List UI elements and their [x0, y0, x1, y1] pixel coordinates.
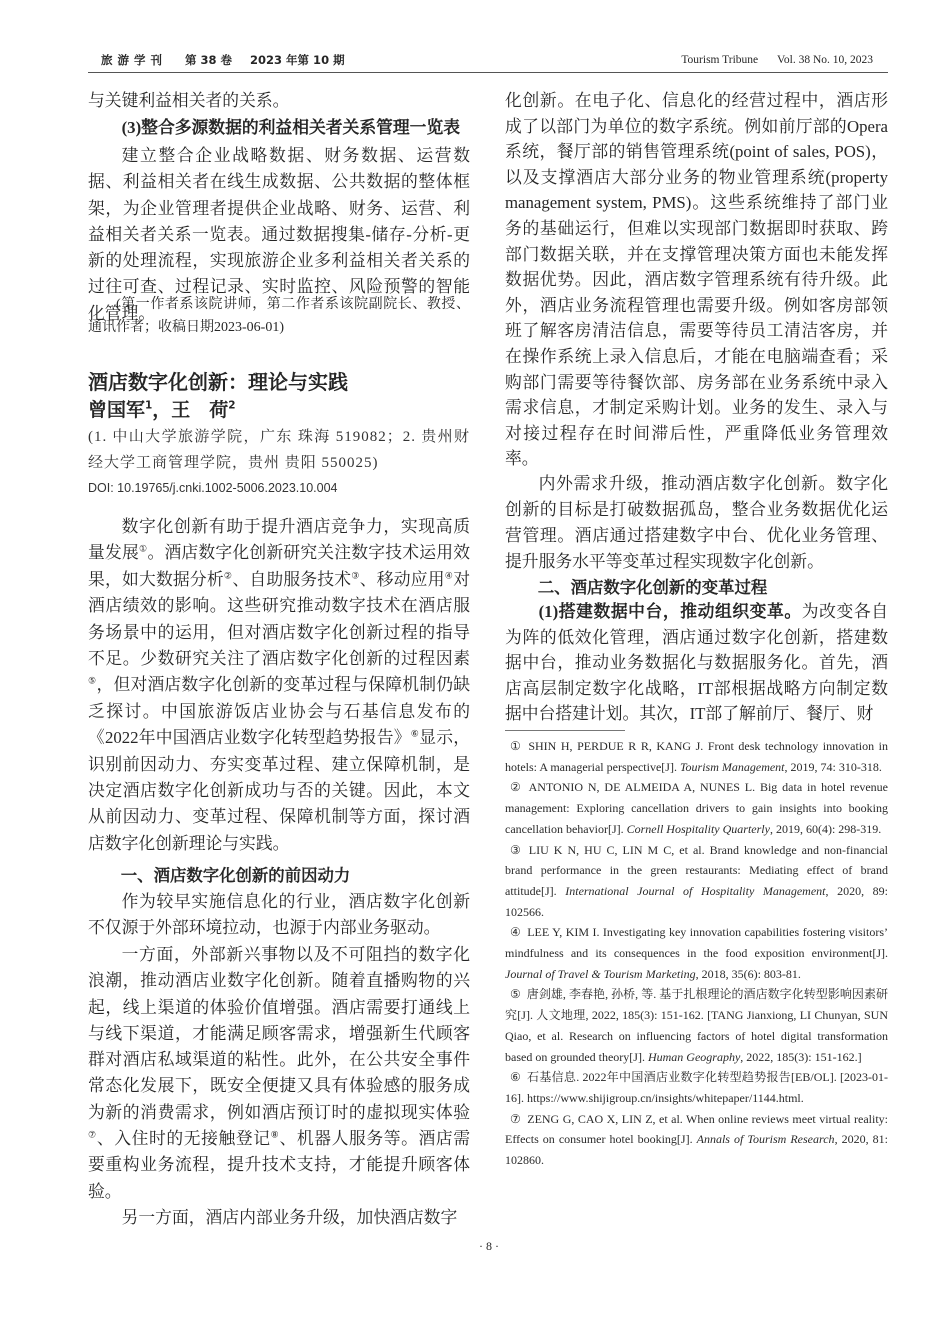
section2-paragraph-1 — [505, 599, 888, 727]
text-run: , 2020, 89: 102566. — [505, 883, 888, 919]
issue-en: Vol. 38 No. 10, 2023 — [777, 54, 873, 66]
footnote — [505, 984, 888, 1067]
section1-paragraph-2 — [88, 942, 470, 1205]
footnote-number: ② — [510, 780, 523, 795]
section-heading-1: 一、酒店数字化创新的前因动力 — [120, 866, 351, 885]
footnote-text — [505, 987, 888, 1063]
superscript-marker: ⑧ — [270, 1129, 280, 1140]
text-run: , 2019, 60(4): 298-319. — [769, 821, 882, 836]
header-divider — [88, 72, 888, 73]
superscript-marker: ⑦ — [88, 1129, 97, 1140]
previous-article-tail: 与关键利益相关者的关系。 — [88, 91, 290, 110]
intro-paragraph — [88, 514, 470, 857]
footnote — [505, 1067, 888, 1108]
footnote-number: ① — [510, 739, 523, 753]
superscript-marker: ③ — [351, 570, 360, 581]
text-run: , 2018, 35(6): 803-81. — [695, 966, 801, 981]
text-run: ，王 荷 — [152, 399, 229, 421]
volume-cn: 第 38 卷 — [185, 53, 233, 67]
footnote — [505, 1109, 888, 1171]
text-run: 、自助服务技术 — [232, 569, 352, 589]
footnote-divider — [505, 730, 625, 731]
text-run: 、入住时的无接触登记 — [96, 1129, 271, 1149]
superscript-marker: ① — [138, 543, 148, 554]
previous-article-author-note: (第一作者系该院讲师，第二作者系该院副院长、教授、通讯作者；收稿日期2023-06-01) — [88, 297, 470, 335]
superscript-marker: 1 — [145, 399, 153, 412]
text-run: ZENG G, CAO X, LIN Z, et al. When online reviews meet virtual reality: Effects on consumer hotel booking[J]. — [505, 1111, 888, 1147]
section1-paragraph-4: 内外需求升级，推动酒店数字化创新。数字化创新的目标是打破数据孤岛，整合业务数据优化运营管理。酒店通过搭建数字中台、优化业务管理、提升服务水平等变革过程实现数字化创新。 — [505, 474, 888, 571]
text-run: LEE Y, KIM I. Investigating key innovation capabilities fostering visitors’ mindfulness and its consequences in the food exposition environment[J]. — [505, 925, 888, 961]
footnote-number: ④ — [510, 925, 522, 940]
doi: DOI: 10.19765/j.cnki.1002-5006.2023.10.004 — [88, 481, 338, 495]
superscript-marker: 2 — [228, 399, 236, 412]
running-header-cn — [101, 52, 345, 68]
previous-article-paragraph: 建立整合企业战略数据、财务数据、运营数据、利益相关者在线生成数据、公共数据的整体框架，为企业管理者提供企业战略、财务、运营、利益相关者关系一览表。通过数据搜集-储存-分析-更新的处理流程，实现旅游企业多利益相关者关系的过往可查、过程记录、实时监控、风险预警的智能化管理。 — [88, 146, 470, 323]
footnote-text — [505, 843, 888, 919]
footnotes — [505, 736, 888, 1171]
journal-name-cn: 旅游学刊 — [101, 53, 167, 67]
text-run: 为改变各自为阵的低效化管理，酒店通过数字化创新，搭建数据中台，推动业务数据化与数据服务化。首先，酒店高层制定数字化战略，IT部根据战略方向制定数据中台搭建计划。其次，IT部了解前厅、餐厅、财 — [505, 602, 888, 724]
text-run: , 2020, 81: 102860. — [505, 1132, 888, 1168]
text-run: ，但对酒店数字化创新的变革过程与保障机制仍缺乏探讨。中国旅游饭店业协会与石基信息发布的《2022年中国酒店业数字化转型趋势报告》 — [88, 675, 470, 748]
section1-paragraph-1: 作为较早实施信息化的行业，酒店数字化创新不仅源于外部环境拉动，也源于内部业务驱动。 — [88, 892, 470, 937]
text-run: 、机器人服务等。酒店需要重构业务流程，提升技术支持，才能提升顾客体验。 — [88, 1129, 470, 1201]
issue-cn: 2023 年第 10 期 — [250, 53, 345, 67]
text-run: 石基信息. 2022年中国酒店业数字化转型趋势报告[EB/OL]. [2023-01-16]. https://www.shijigroup.cn/insights/whitepaper/1144.html. — [505, 1070, 888, 1105]
superscript-marker: ⑤ — [88, 675, 97, 686]
superscript-marker: ⑥ — [410, 728, 420, 739]
italic-title: Cornell Hospitality Quarterly — [626, 821, 770, 836]
article-authors — [88, 398, 470, 422]
italic-title: Tourism Management — [679, 759, 785, 774]
text-run: ANTONIO N, DE ALMEIDA A, NUNES L. Big data in hotel revenue management: Exploring cancellation drivers to gain insights into booking cancellation behavior[J]. — [505, 780, 888, 836]
text-run: 曾国军 — [88, 399, 146, 421]
italic-title: Annals of Tourism Research — [696, 1132, 835, 1147]
footnote-text — [505, 925, 888, 980]
text-run: 一方面，外部新兴事物以及不可阻挡的数字化浪潮，推动酒店业数字化创新。随着直播购物的兴起，线上渠道的体验价值增强。酒店需要打通线上与线下渠道，才能满足顾客需求，增强新生代顾客群对酒店私域渠道的粘性。此外，在公共安全事件常态化发展下，既安全便捷又具有体验感的服务成为新的消费需求，例如酒店预订时的虚拟现实体验 — [88, 945, 470, 1122]
footnote-text — [505, 739, 888, 774]
section1-paragraph-3-continued: 化创新。在电子化、信息化的经营过程中，酒店形成了以部门为单位的数字系统。例如前厅部的Opera系统，餐厅部的销售管理系统(point of sales, POS)，以及支撑酒店大部分业务的物业管理系统(property management system, PMS)。这些系统维持了部门业务的基础运行，但难以实现部门数据即时获取、跨部门数据关联，并在支撑管理决策方面也未能发挥数据优势。因此，酒店数字管理系统有待升级。此外，酒店业务流程管理也需要升级。例如客房部领班了解客房清洁信息，需要等待员工清洁客房，并在操作系统上录入信息后，才能在电脑端查看；采购部门需要等待餐饮部、房务部在业务系统中录入需求信息，才制定采购计划。业务的发生、录入与对接过程存在时间滞后性，严重降低业务管理效率。 — [505, 91, 888, 469]
superscript-marker: ② — [223, 570, 233, 581]
text-run: 显示，识别前因动力、夯实变革过程、建立保障机制，是决定酒店数字化创新成功与否的关键。因此，本文从前因动力、变革过程、保障机制等方面，探讨酒店数字化创新理论与实践。 — [88, 728, 470, 853]
page-number: · 8 · — [479, 1239, 499, 1253]
italic-title: Human Geography — [647, 1049, 741, 1064]
text-run: 。酒店数字化创新研究关注数字技术运用效果，如大数据分析 — [88, 543, 470, 589]
superscript-marker: ④ — [444, 570, 454, 581]
author-affiliation: (1. 中山大学旅游学院，广东 珠海 519082；2. 贵州财经大学工商管理学院，贵州 贵阳 550025) — [88, 429, 470, 471]
italic-title: International Journal of Hospitality Management — [565, 883, 826, 898]
footnote-number: ⑦ — [510, 1111, 522, 1126]
footnote-number: ③ — [510, 842, 523, 857]
running-header-en — [681, 52, 873, 68]
section-heading-2: 二、酒店数字化创新的变革过程 — [537, 578, 768, 597]
bold-lead: (1)搭建数据中台，推动组织变革。 — [538, 602, 802, 621]
footnote-text — [505, 780, 888, 835]
text-run: 唐剑雄, 李春艳, 孙桥, 等. 基于扎根理论的酒店数字化转型影响因素研究[J]. 人文地理, 2022, 185(3): 151-162. [TANG Jianxiong, LI Chunyan, SUN Qiao, et al. Research on influencing factors of hotel digital transformation based on grounded theory[J]. — [505, 987, 888, 1064]
text-run: , 2019, 74: 310-318. — [784, 759, 882, 774]
previous-article-subheading: (3)整合多源数据的利益相关者关系管理一览表 — [121, 118, 461, 137]
text-run: 、移动应用 — [359, 569, 445, 589]
text-run: LIU K N, HU C, LIN M C, et al. Brand knowledge and non-financial brand performance in the green restaurants: Mediating effect of brand attitude[J]. — [505, 842, 888, 898]
footnote — [505, 840, 888, 923]
text-run: , 2022, 185(3): 151-162.] — [740, 1049, 862, 1064]
italic-title: Journal of Travel & Tourism Marketing — [505, 966, 696, 981]
journal-name-en: Tourism Tribune — [681, 54, 759, 66]
footnote-text — [505, 1070, 888, 1105]
text-run: 对酒店绩效的影响。这些研究推动数字技术在酒店服务场景中的运用，但对酒店数字化创新过程的指导不足。少数研究关注了酒店数字化创新的过程因素 — [88, 569, 470, 669]
footnote — [505, 777, 888, 839]
footnote-number: ⑥ — [510, 1070, 522, 1085]
article-title: 酒店数字化创新：理论与实践 — [88, 370, 348, 394]
footnote — [505, 736, 888, 777]
footnote — [505, 922, 888, 984]
text-run: 数字化创新有助于提升酒店竞争力，实现高质量发展 — [88, 517, 470, 563]
text-run: SHIN H, PERDUE R R, KANG J. Front desk technology innovation in hotels: A managerial perspective[J]. — [505, 739, 888, 774]
footnote-text — [505, 1112, 888, 1167]
footnote-number: ⑤ — [510, 987, 521, 1002]
section1-paragraph-3-start: 另一方面，酒店内部业务升级，加快酒店数字 — [121, 1208, 458, 1227]
